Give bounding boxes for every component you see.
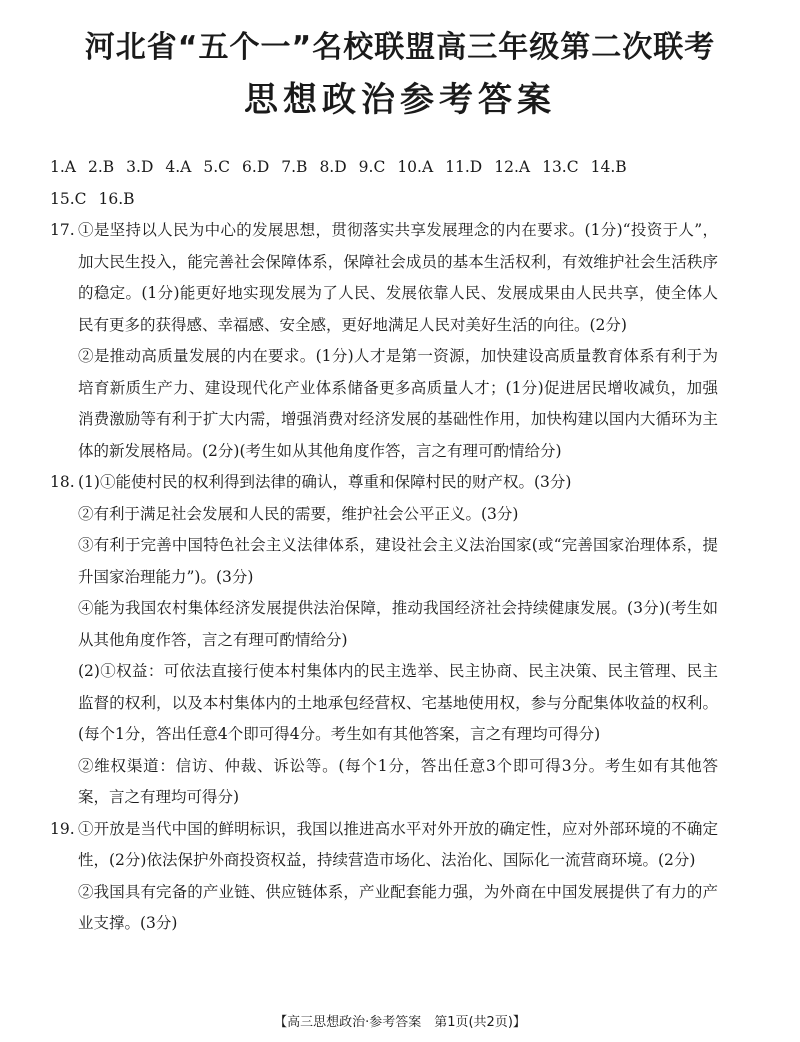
mc-answer: 11.D <box>445 158 483 176</box>
question-18 <box>50 467 718 814</box>
mc-answer: 1.A <box>50 158 76 176</box>
mc-answer: 6.D <box>242 158 270 176</box>
mc-answer: 3.D <box>126 158 154 176</box>
answer-body <box>50 152 718 940</box>
mc-answer: 9.C <box>358 158 386 176</box>
mc-answer: 12.A <box>494 158 531 176</box>
document-subtitle: 思想政治参考答案 <box>244 80 556 120</box>
answer-paragraph: ①开放是当代中国的鲜明标识，我国以推进高水平对外开放的确定性，应对外部环境的不确定性，(2分)依法保护外商投资权益，持续营造市场化、法治化、国际化一流营商环境。(2分) <box>78 819 718 869</box>
answer-paragraph: ②有利于满足社会发展和人民的需要，维护社会公平正义。(3分) <box>78 504 519 523</box>
answer-paragraph: ②我国具有完备的产业链、供应链体系，产业配套能力强，为外商在中国发展提供了有力的产业支撑。(3分) <box>78 882 718 932</box>
answer-paragraph: (1)①能使村民的权利得到法律的确认，尊重和保障村民的财产权。(3分) <box>78 473 572 491</box>
question-number: 19. <box>50 819 75 838</box>
mc-answer: 5.C <box>203 158 231 176</box>
answer-paragraph: ③有利于完善中国特色社会主义法律体系，建设社会主义法治国家(或“完善国家治理体系，提升国家治理能力”)。(3分) <box>78 536 718 586</box>
mc-answer: 10.A <box>397 158 434 176</box>
mc-answer: 2.B <box>87 158 115 176</box>
mc-answer: 4.A <box>165 158 192 176</box>
answer-paragraph: ②维权渠道：信访、仲裁、诉讼等。(每个1分，答出任意3个即可得3分。考生如有其他答案，言之有理均可得分) <box>78 756 718 806</box>
mc-answer: 15.C <box>50 189 87 208</box>
answer-paragraph: ①是坚持以人民为中心的发展思想，贯彻落实共享发展理念的内在要求。(1分)“投资于人”，加大民生投入，能完善社会保障体系，保障社会成员的基本生活权利，有效维护社会生活秩序的稳定。(1分)能更好地实现发展为了人民、发展依靠人民、发展成果由人民共享，使全体人民有更多的获得感、幸福感、安全感，更好地满足人民对美好生活的向往。(2分) <box>78 221 718 334</box>
question-number: 18. <box>50 473 75 491</box>
multiple-choice-row-2 <box>50 184 718 216</box>
answer-paragraph: (2)①权益：可依法直接行使本村集体内的民主选举、民主协商、民主决策、民主管理、民主监督的权利，以及本村集体内的土地承包经营权、宅基地使用权，参与分配集体收益的权利。(每个1分，答出任意4个即可得4分。考生如有其他答案，言之有理均可得分) <box>78 662 718 743</box>
mc-answer: 14.B <box>590 158 627 176</box>
mc-answer: 13.C <box>542 158 579 176</box>
exam-title: 河北省“五个一”名校联盟高三年级第二次联考 <box>84 30 716 65</box>
mc-answer: 7.B <box>281 158 308 176</box>
question-17 <box>50 215 718 467</box>
answer-paragraph: ④能为我国农村集体经济发展提供法治保障，推动我国经济社会持续健康发展。(3分)(考生如从其他角度作答，言之有理可酌情给分) <box>78 599 718 649</box>
question-19 <box>50 814 718 940</box>
question-number: 17. <box>50 221 75 239</box>
multiple-choice-row-1 <box>50 152 718 184</box>
mc-answer: 8.D <box>319 158 347 176</box>
mc-answer: 16.B <box>98 189 135 208</box>
answer-paragraph: ②是推动高质量发展的内在要求。(1分)人才是第一资源，加快建设高质量教育体系有利于为培育新质生产力、建设现代化产业体系储备更多高质量人才；(1分)促进居民增收减负，加强消费激励等有利于扩大内需，增强消费对经济发展的基础性作用，加快构建以国内大循环为主体的新发展格局。(2分)(考生如从其他角度作答，言之有理可酌情给分) <box>78 347 718 460</box>
page-footer: 【高三思想政治·参考答案 第1页(共2页)】 <box>274 1015 526 1030</box>
